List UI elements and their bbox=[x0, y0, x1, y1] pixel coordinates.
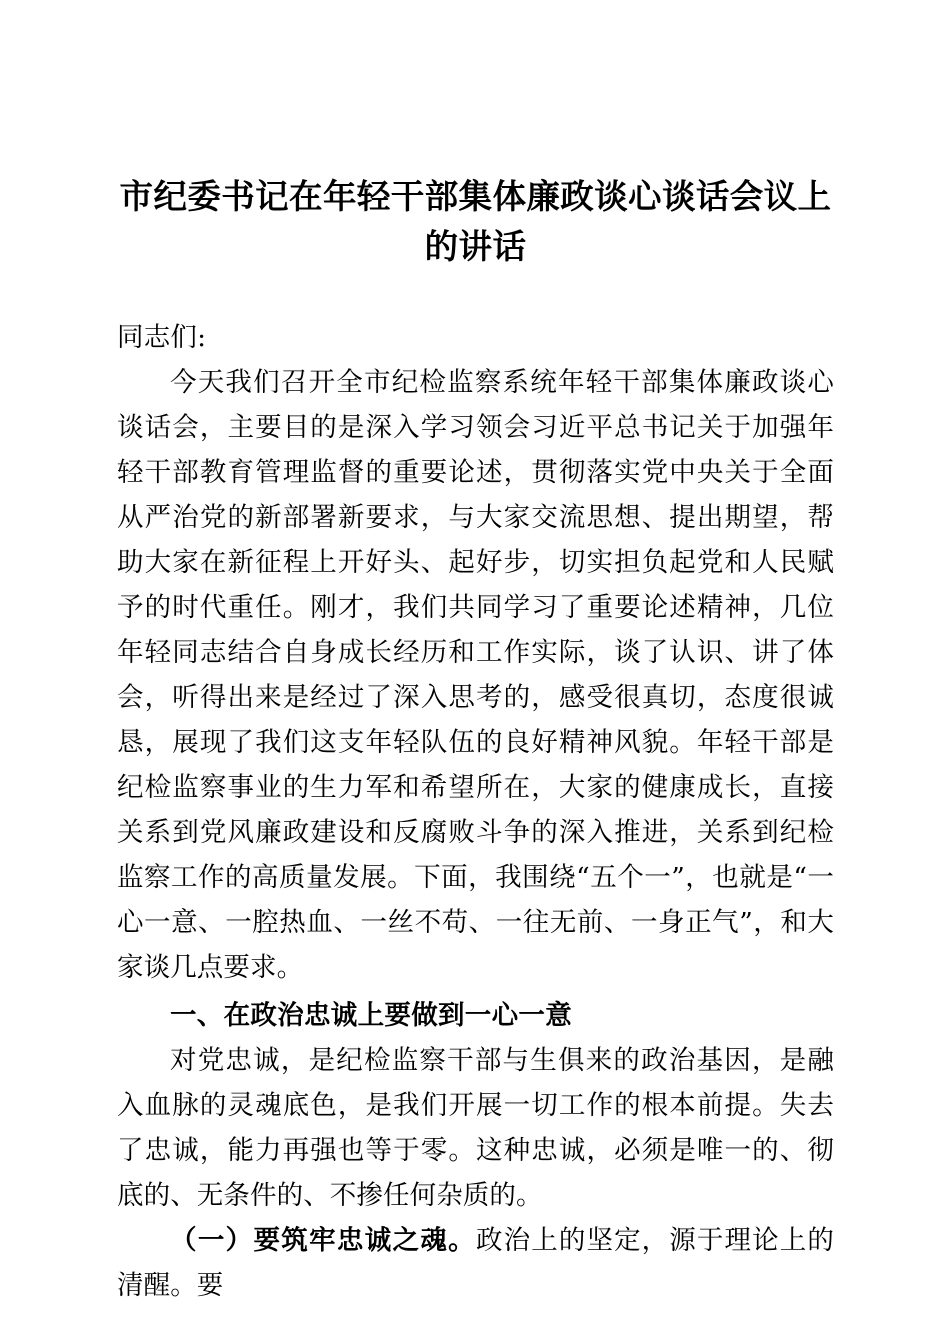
body-paragraph-3 bbox=[117, 1218, 834, 1308]
page-title: 市纪委书记在年轻干部集体廉政谈心谈话会议上的讲话 bbox=[119, 177, 832, 266]
salutation: 同志们: bbox=[117, 322, 207, 353]
section-heading-1: 一、在政治忠诚上要做到一心一意 bbox=[170, 1000, 572, 1031]
body-paragraph-2: 对党忠诚，是纪检监察干部与生俱来的政治基因，是融入血脉的灵魂底色，是我们开展一切工作的根本前提。失去了忠诚，能力再强也等于零。这种忠诚，必须是唯一的、彻底的、无条件的、不掺任何杂质的。 bbox=[117, 1045, 834, 1211]
body-paragraph-1: 今天我们召开全市纪检监察系统年轻干部集体廉政谈心谈话会，主要目的是深入学习领会习近平总书记关于加强年轻干部教育管理监督的重要论述，贯彻落实党中央关于全面从严治党的新部署新要求，与大家交流思想、提出期望，帮助大家在新征程上开好头、起好步，切实担负起党和人民赋予的时代重任。刚才，我们共同学习了重要论述精神，几位年轻同志结合自身成长经历和工作实际，谈了认识、讲了体会，听得出来是经过了深入思考的，感受很真切，态度很诚恳，展现了我们这支年轻队伍的良好精神风貌。年轻干部是纪检监察事业的生力军和希望所在，大家的健康成长，直接关系到党风廉政建设和反腐败斗争的深入推进，关系到纪检监察工作的高质量发展。下面，我围绕“五个一”，也就是“一心一意、一腔热血、一丝不苟、一往无前、一身正气”，和大家谈几点要求。 bbox=[117, 367, 834, 983]
document-content bbox=[117, 0, 834, 1308]
subsection-text-1: 政治上的坚定，源于理论上的清醒。要 bbox=[117, 1225, 834, 1301]
subsection-label-1: （一）要筑牢忠诚之魂。 bbox=[170, 1225, 476, 1256]
